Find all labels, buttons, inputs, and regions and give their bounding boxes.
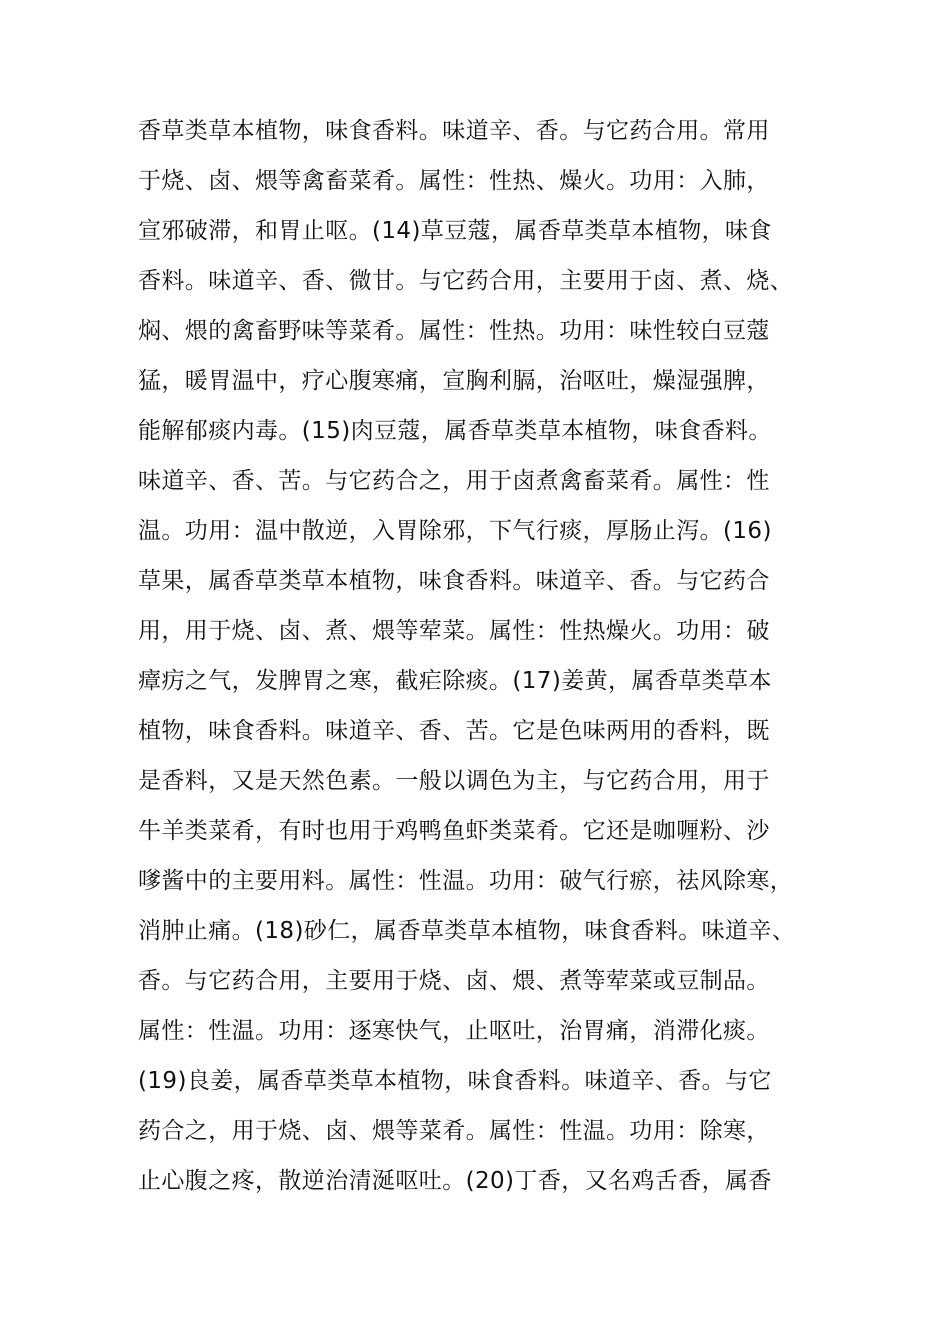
text-line: (19)良姜，属香草类草本植物，味食香料。味道辛、香。与它 bbox=[138, 1068, 772, 1094]
text-line: 于烧、卤、煨等禽畜菜肴。属性：性热、燥火。功用：入肺， bbox=[138, 168, 770, 194]
text-line: 药合之，用于烧、卤、煨等菜肴。属性：性温。功用：除寒， bbox=[138, 1118, 770, 1144]
text-line: 止心腹之疼，散逆治清涎呕吐。(20)丁香，又名鸡舌香，属香 bbox=[138, 1168, 772, 1194]
text-line: 香料。味道辛、香、微甘。与它药合用，主要用于卤、煮、烧、 bbox=[138, 268, 794, 294]
text-line: 用，用于烧、卤、煮、煨等荤菜。属性：性热燥火。功用：破 bbox=[138, 618, 770, 644]
text-line: 嗲酱中的主要用料。属性：性温。功用：破气行瘀，祛风除寒， bbox=[138, 868, 794, 894]
text-line: 香草类草本植物，味食香料。味道辛、香。与它药合用。常用 bbox=[138, 118, 770, 144]
text-line: 味道辛、香、苦。与它药合之，用于卤煮禽畜菜肴。属性：性 bbox=[138, 468, 770, 494]
body-text bbox=[138, 106, 838, 1206]
text-line: 宣邪破滞，和胃止呕。(14)草豆蔻，属香草类草本植物，味食 bbox=[138, 218, 772, 244]
text-line: 消肿止痛。(18)砂仁，属香草类草本植物，味食香料。味道辛、 bbox=[138, 918, 796, 944]
text-line: 香。与它药合用，主要用于烧、卤、煨、煮等荤菜或豆制品。 bbox=[138, 968, 770, 994]
text-line: 温。功用：温中散逆，入胃除邪，下气行痰，厚肠止泻。(16) bbox=[138, 518, 772, 544]
text-line: 是香料，又是天然色素。一般以调色为主，与它药合用，用于 bbox=[138, 768, 770, 794]
text-line: 草果，属香草类草本植物，味食香料。味道辛、香。与它药合 bbox=[138, 568, 770, 594]
text-line: 属性：性温。功用：逐寒快气，止呕吐，治胃痛，消滞化痰。 bbox=[138, 1018, 770, 1044]
text-line: 猛，暖胃温中，疗心腹寒痛，宣胸利膈，治呕吐，燥湿强脾， bbox=[138, 368, 770, 394]
text-line: 牛羊类菜肴，有时也用于鸡鸭鱼虾类菜肴。它还是咖喱粉、沙 bbox=[138, 818, 770, 844]
text-line: 焖、煨的禽畜野味等菜肴。属性：性热。功用：味性较白豆蔻 bbox=[138, 318, 770, 344]
text-line: 瘴疠之气，发脾胃之寒，截疟除痰。(17)姜黄，属香草类草本 bbox=[138, 668, 772, 694]
text-line: 能解郁痰内毒。(15)肉豆蔻，属香草类草本植物，味食香料。 bbox=[138, 418, 772, 444]
text-line: 植物，味食香料。味道辛、香、苦。它是色味两用的香料，既 bbox=[138, 718, 770, 744]
